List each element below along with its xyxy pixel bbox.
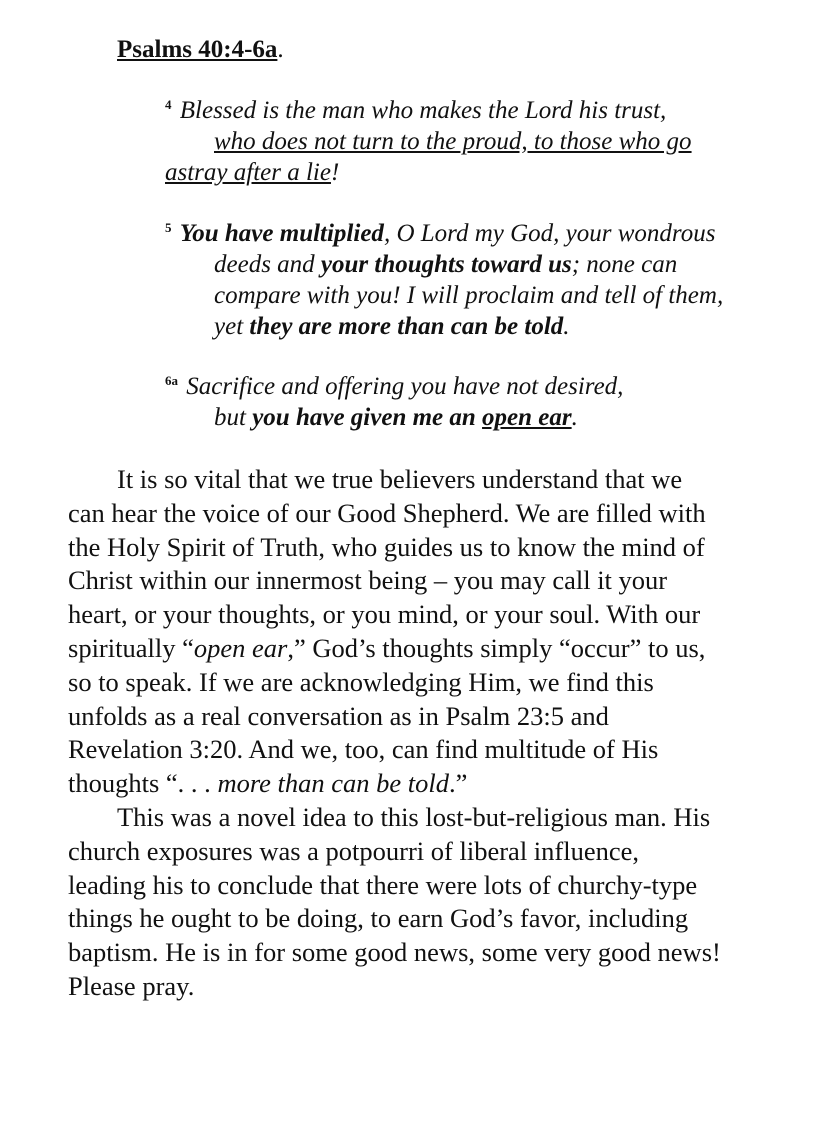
text-run: .” (449, 768, 468, 799)
text-run: yet (214, 313, 250, 340)
text-run: deeds and (214, 251, 321, 278)
verse-line (165, 249, 795, 280)
text-run: thoughts “. . . (68, 768, 218, 799)
verse-number: 5 (165, 220, 172, 235)
text-run: spiritually “ (68, 632, 194, 663)
verse-line (165, 126, 795, 157)
title-period: . (277, 36, 284, 63)
body-line (68, 767, 808, 801)
text-run: Blessed is the man who makes the Lord his trust, (179, 97, 667, 124)
verse-line (165, 371, 795, 402)
body-line (68, 936, 808, 970)
text-run: ! (330, 159, 340, 186)
text-run: It is so vital that we true believers understand that we (117, 464, 683, 494)
verse-line (165, 311, 795, 342)
text-run: church exposures was a potpourri of liberal influence, (68, 835, 640, 866)
text-run: open ear (482, 404, 572, 431)
verse-line (165, 402, 795, 433)
verse-number: 6a (165, 373, 178, 388)
text-run: more than can be told (217, 768, 450, 799)
text-run: so to speak. If we are acknowledging Him, we find this (68, 666, 654, 697)
text-run: ; none can (571, 251, 678, 278)
verse-4 (165, 95, 795, 188)
body-line (68, 902, 808, 936)
text-run: unfolds as a real conversation as in Psalm 23:5 and (68, 700, 609, 731)
body-line (68, 531, 808, 565)
text-run: your thoughts toward us (320, 251, 572, 278)
text-run: open ear (193, 632, 288, 663)
body-line (68, 801, 808, 835)
verse-line (165, 157, 795, 188)
text-run: Sacrifice and offering you have not desired, (186, 373, 624, 400)
body-line (68, 970, 808, 1004)
body-line (68, 700, 808, 734)
text-run: This was a novel idea to this lost-but-religious man. His (117, 801, 711, 832)
text-run: things he ought to be doing, to earn God’s favor, including (68, 903, 689, 934)
page-title (117, 34, 284, 66)
text-run: the Holy Spirit of Truth, who guides us to know the mind of (68, 531, 705, 562)
body-line (68, 564, 808, 598)
text-run: Christ within our innermost being – you may call it your (68, 565, 668, 596)
commentary-text (68, 463, 808, 1004)
scripture-reference: Psalms 40:4-6a (117, 36, 278, 63)
text-run: . (563, 313, 570, 340)
text-run: leading his to conclude that there were lots of churchy-type (68, 869, 698, 900)
text-run: , O Lord my God, your wondrous (383, 220, 716, 247)
verse-line (165, 95, 795, 126)
body-line (68, 869, 808, 903)
verse-line (165, 280, 795, 311)
text-run: who does not turn to the proud, to those who go (214, 128, 692, 155)
verse-line (165, 218, 795, 249)
verse-number: 4 (165, 97, 172, 112)
text-run: Please pray. (68, 970, 195, 1001)
body-line (68, 666, 808, 700)
text-run: ,” God’s thoughts simply “occur” to us, (287, 632, 706, 663)
verse-5 (165, 218, 795, 342)
text-run: they are more than can be told (249, 313, 564, 340)
text-run: You have multiplied (179, 220, 384, 247)
text-run: astray after a lie (165, 159, 331, 186)
text-run: can hear the voice of our Good Shepherd. We are filled with (68, 497, 706, 528)
text-run: compare with you! I will proclaim and tell of them, (214, 282, 724, 309)
verse-6a (165, 371, 795, 433)
text-run: . (571, 404, 578, 431)
body-line (68, 463, 808, 497)
body-line (68, 497, 808, 531)
text-run: but (214, 404, 253, 431)
text-run: Revelation 3:20. And we, too, can find multitude of His (68, 734, 659, 765)
text-run: heart, or your thoughts, or you mind, or your soul. With our (68, 599, 701, 630)
body-line (68, 835, 808, 869)
text-run: you have given me an (252, 404, 483, 431)
body-line (68, 632, 808, 666)
body-line (68, 598, 808, 632)
text-run: baptism. He is in for some good news, some very good news! (68, 937, 721, 968)
body-line (68, 733, 808, 767)
